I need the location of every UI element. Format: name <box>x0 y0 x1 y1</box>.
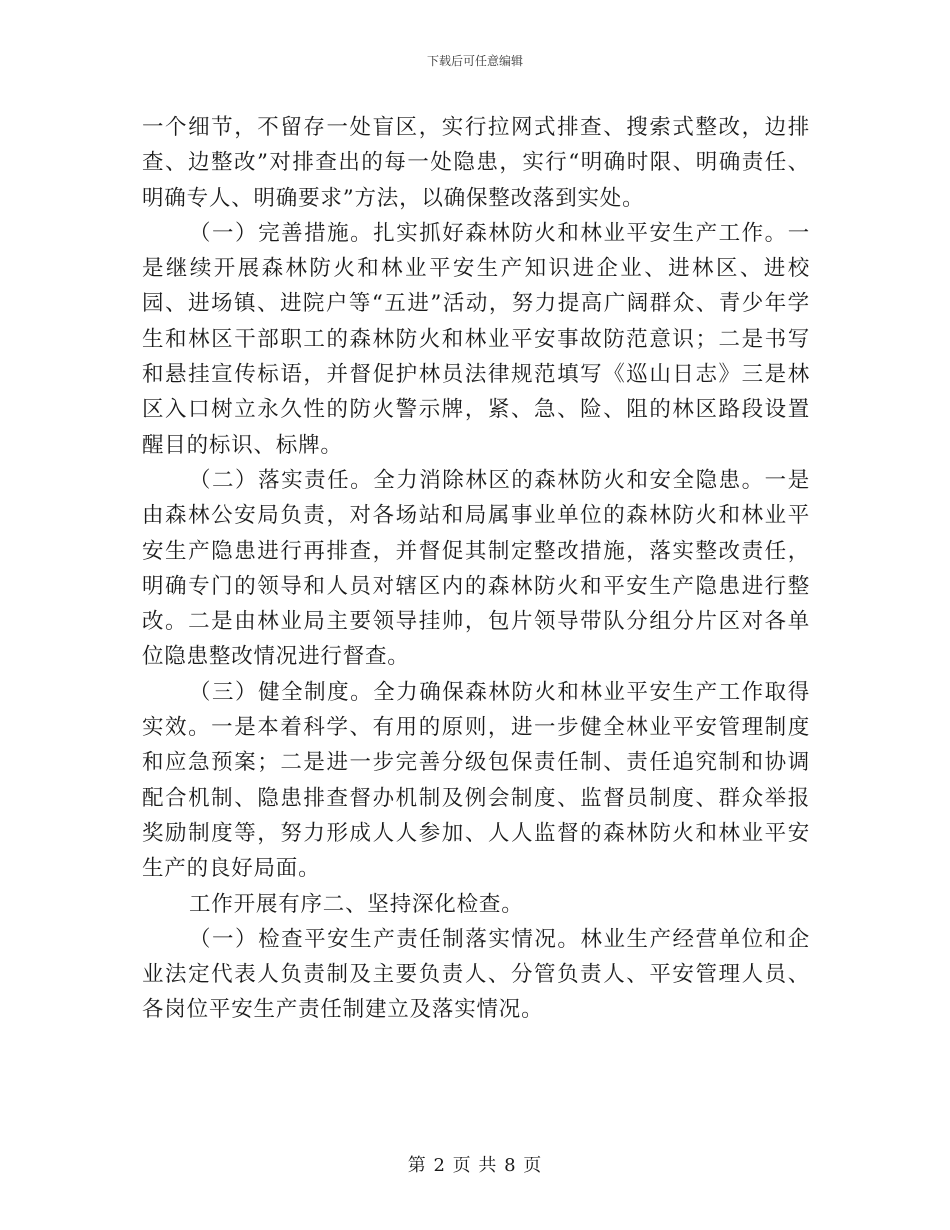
paragraph-continuation: 一个细节，不留存一处盲区，实行拉网式排查、搜索式整改，边排查、边整改”对排查出的每一处隐患，实行“明确时限、明确责任、明确专人、明确要求”方法，以确保整改落到实处。 <box>142 115 810 211</box>
paragraph-section-heading: 工作开展有序二、坚持深化检查。 <box>189 891 524 917</box>
paragraph-improve-measures: （一）完善措施。扎实抓好森林防火和林业平安生产工作。一是继续开展森林防火和林业平安生产知识进企业、进林区、进校园、进场镇、进院户等“五进”活动，努力提高广阔群众、青少年学生和林区干部职工的森林防火和林业平安事故防范意识；二是书写和悬挂宣传标语，并督促护林员法律规范填写《巡山日志》三是林区入口树立永久性的防火警示牌，紧、急、险、阻的林区路段设置醒目的标识、标牌。 <box>142 220 810 458</box>
paragraph-check-responsibility: （一）检查平安生产责任制落实情况。林业生产经营单位和企业法定代表人负责制及主要负责人、分管负责人、平安管理人员、各岗位平安生产责任制建立及落实情况。 <box>142 926 810 1023</box>
document-body <box>142 110 810 1028</box>
page-number-footer: 第 2 页 共 8 页 <box>407 1155 543 1176</box>
page-header: 下载后可任意编辑 <box>426 54 523 68</box>
paragraph-improve-system: （三）健全制度。全力确保森林防火和林业平安生产工作取得实效。一是本着科学、有用的原则，进一步健全林业平安管理制度和应急预案；二是进一步完善分级包保责任制、责任追究制和协调配合机制、隐患排查督办机制及例会制度、监督员制度、群众举报奖励制度等，努力形成人人参加、人人监督的森林防火和林业平安生产的良好局面。 <box>142 679 810 882</box>
paragraph-implement-responsibility: （二）落实责任。全力消除林区的森林防火和安全隐患。一是由森林公安局负责，对各场站和局属事业单位的森林防火和林业平安生产隐患进行再排查，并督促其制定整改措施，落实整改责任，明确专门的领导和人员对辖区内的森林防火和平安生产隐患进行整改。二是由林业局主要领导挂帅，包片领导带队分组分片区对各单位隐患整改情况进行督查。 <box>142 467 810 670</box>
